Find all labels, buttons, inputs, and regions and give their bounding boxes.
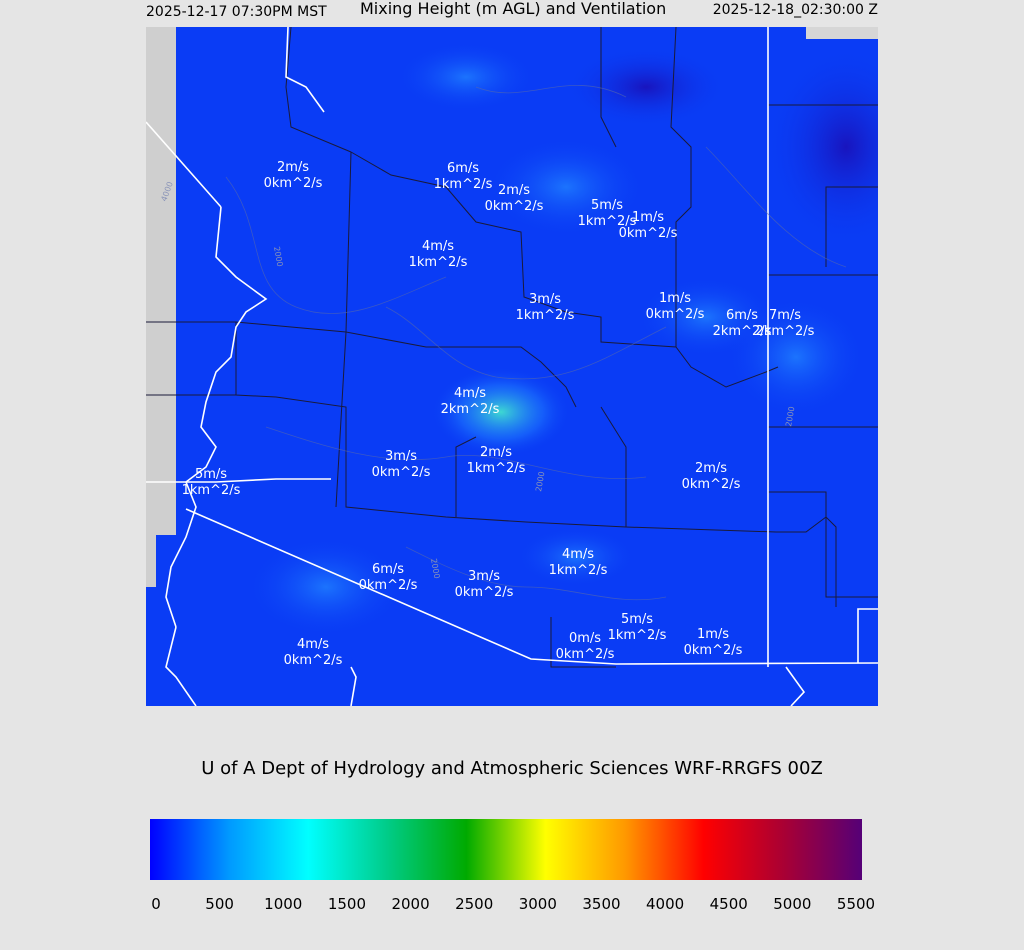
ventilation-label: 0km^2/s	[645, 307, 705, 322]
wind-speed-label: 1m/s	[696, 627, 730, 642]
ventilation-label: 1km^2/s	[466, 461, 526, 476]
contour-label-4: 2000	[429, 557, 442, 580]
wind-speed-label: 4m/s	[561, 547, 595, 562]
colorbar-tick-label: 0	[151, 895, 161, 913]
colorbar-tick-label: 500	[205, 895, 234, 913]
station-label	[467, 445, 526, 477]
colorbar-tick-label: 4000	[645, 895, 685, 913]
colorbar	[150, 819, 862, 880]
contour-label-1: 4000	[159, 180, 175, 203]
station-label	[549, 547, 608, 579]
wind-speed-label: 2m/s	[694, 461, 728, 476]
wind-speed-label: 0m/s	[568, 631, 602, 646]
ventilation-label: 0km^2/s	[555, 647, 615, 662]
wind-speed-label: 1m/s	[658, 291, 692, 306]
contour-label-5: 2000	[784, 405, 797, 428]
station-label	[434, 161, 493, 193]
station-label	[455, 569, 514, 601]
station-label	[684, 627, 743, 659]
colorbar-tick-label: 3000	[518, 895, 557, 913]
wind-speed-label: 2m/s	[479, 445, 513, 460]
ventilation-label: 2km^2/s	[712, 324, 772, 339]
ventilation-label: 0km^2/s	[454, 585, 514, 600]
wind-speed-label: 4m/s	[421, 239, 455, 254]
station-label	[284, 637, 343, 669]
wind-speed-label: 4m/s	[453, 386, 487, 401]
valid-time-utc: 2025-12-18_02:30:00 Z	[712, 2, 878, 18]
no-data-ne	[806, 27, 878, 39]
ventilation-label: 1km^2/s	[181, 483, 241, 498]
ventilation-label: 1km^2/s	[433, 177, 493, 192]
colorbar-tick-label: 2500	[455, 895, 494, 913]
contour-label-2: 2000	[272, 245, 285, 268]
mixing-height-map	[146, 27, 878, 706]
colorbar-tick-label: 2000	[391, 895, 430, 913]
colorbar-tick-label: 3500	[582, 895, 621, 913]
wind-speed-label: 6m/s	[725, 308, 759, 323]
colorbar-tick-label: 1000	[264, 895, 303, 913]
wind-speed-label: 6m/s	[446, 161, 480, 176]
ventilation-label: 0km^2/s	[484, 199, 544, 214]
ventilation-label: 2km^2/s	[755, 324, 815, 339]
wind-speed-label: 5m/s	[620, 612, 654, 627]
ventilation-label: 1km^2/s	[408, 255, 468, 270]
station-label	[608, 612, 667, 644]
wind-speed-label: 1m/s	[631, 210, 665, 225]
map-canvas	[146, 27, 878, 706]
station-label	[264, 160, 323, 192]
ventilation-label: 0km^2/s	[263, 176, 323, 191]
station-label	[516, 292, 575, 324]
station-label	[182, 467, 241, 499]
valid-time-local: 2025-12-17 07:30PM MST	[146, 4, 327, 20]
ventilation-label: 0km^2/s	[371, 465, 431, 480]
wind-speed-label: 3m/s	[467, 569, 501, 584]
colorbar-tick-label: 1500	[327, 895, 366, 913]
wind-speed-label: 5m/s	[590, 198, 624, 213]
ventilation-label: 1km^2/s	[548, 563, 608, 578]
station-label	[619, 210, 678, 242]
colorbar-tick-label: 4500	[709, 895, 748, 913]
station-label	[756, 308, 815, 340]
ventilation-label: 2km^2/s	[440, 402, 500, 417]
wind-speed-label: 2m/s	[497, 183, 531, 198]
colorbar-tick-label: 5000	[773, 895, 812, 913]
station-label	[441, 386, 500, 418]
ventilation-label: 0km^2/s	[618, 226, 678, 241]
station-label	[556, 631, 615, 663]
wind-speed-label: 4m/s	[296, 637, 330, 652]
wind-speed-label: 6m/s	[371, 562, 405, 577]
ventilation-label: 1km^2/s	[577, 214, 637, 229]
wind-speed-label: 3m/s	[384, 449, 418, 464]
ventilation-label: 0km^2/s	[358, 578, 418, 593]
map-title: Mixing Height (m AGL) and Ventilation	[360, 0, 667, 18]
ventilation-label: 0km^2/s	[681, 477, 741, 492]
ventilation-label: 1km^2/s	[607, 628, 667, 643]
station-label	[682, 461, 741, 493]
wind-speed-label: 3m/s	[528, 292, 562, 307]
station-label	[485, 183, 544, 215]
colorbar-tick-label: 5500	[836, 895, 876, 913]
wind-speed-label: 7m/s	[768, 308, 802, 323]
wind-speed-label: 2m/s	[276, 160, 310, 175]
station-label	[646, 291, 705, 323]
ventilation-label: 0km^2/s	[683, 643, 743, 658]
station-label	[359, 562, 418, 594]
station-label	[409, 239, 468, 271]
ventilation-label: 1km^2/s	[515, 308, 575, 323]
ventilation-label: 0km^2/s	[283, 653, 343, 668]
station-label	[372, 449, 431, 481]
no-data-west-2	[146, 27, 156, 587]
wind-speed-label: 5m/s	[194, 467, 228, 482]
model-credit: U of A Dept of Hydrology and Atmospheric Sciences WRF-RRGFS 00Z	[201, 758, 823, 779]
contour-label-3: 2000	[534, 470, 547, 493]
